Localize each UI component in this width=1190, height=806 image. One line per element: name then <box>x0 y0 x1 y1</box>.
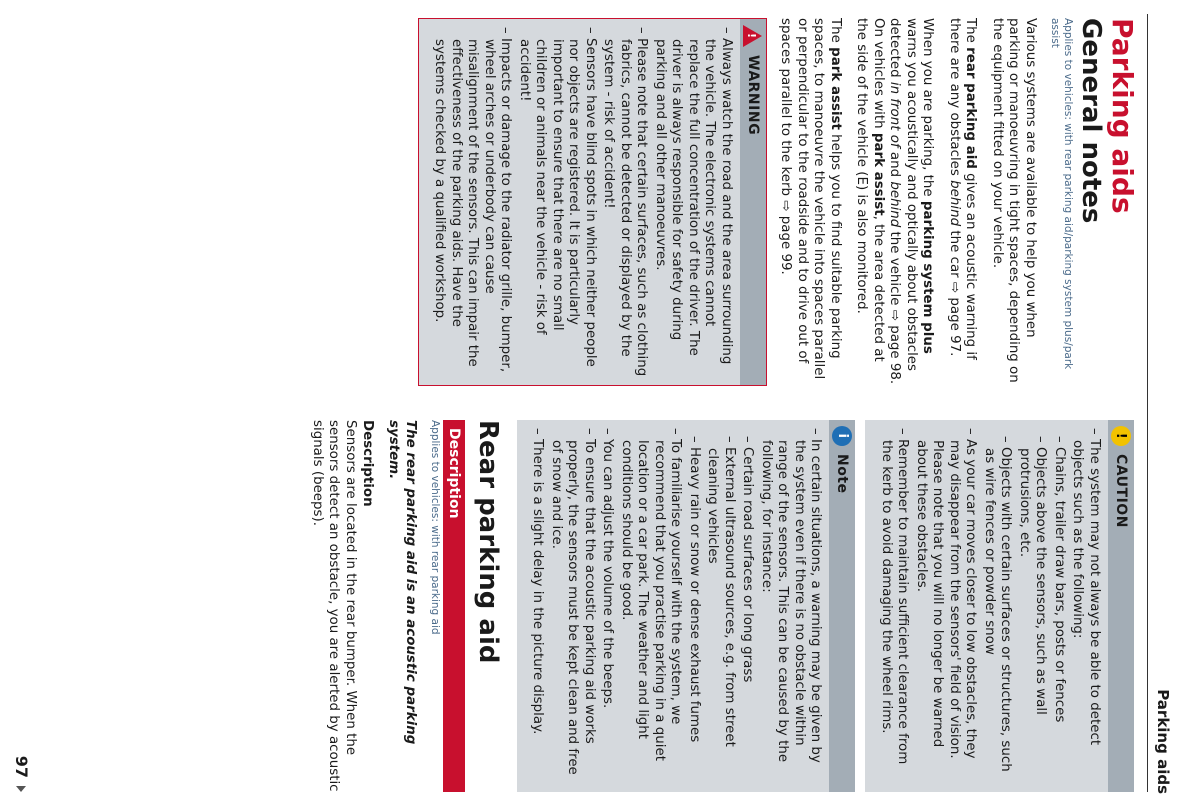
header-rule <box>1147 14 1148 792</box>
caution-subitem: – Objects above the sensors, such as wall protrusions, etc. <box>1016 428 1049 784</box>
caution-item: – Remember to maintain sufficient clearance from the kerb to avoid damaging the wheel rims. <box>878 428 911 784</box>
rear-aid-paragraph: The rear parking aid gives an acoustic warning if there are any obstacles behind the car ⇨ page 97. <box>947 18 979 360</box>
caution-label: CAUTION <box>1113 454 1129 528</box>
caution-subitem: – Objects with certain surfaces or structures, such as wire fences or powder snow <box>981 428 1014 784</box>
section-title: Parking aids <box>1106 18 1139 214</box>
note-item: – To ensure that the acoustic parking aid works properly, the sensors must be kept clean and free of snow and ice. <box>548 428 598 784</box>
applies-to-rear: Applies to vehicles: with rear parking aid <box>429 420 441 635</box>
warning-item: – Impacts or damage to the radiator grille, bumper, wheel arches or underbody can cause misalignment of the sensors. This can impair the effectiveness of the parking aids. Have the systems checked by a qualified workshop. <box>431 27 514 377</box>
park-assist-paragraph: The park assist helps you to find suitable parking spaces, to manoeuvre the vehicle into spaces parallel or perpendicular to the roadside and to drive out of spaces parallel to the kerb ⇨ page 99. <box>778 18 843 380</box>
caution-icon: ! <box>1111 426 1131 446</box>
note-subitem: – Certain road surfaces or long grass <box>739 428 756 784</box>
note-item: – You can adjust the volume of the beeps. <box>599 428 616 784</box>
description-heading: Description <box>360 420 375 507</box>
note-item: – To familiarise yourself with the system, we recommend that you practise parking in a quiet location or a car park. The weather and light conditions should be good. <box>618 428 684 784</box>
left-column <box>418 18 1138 386</box>
rear-parking-aid-title: Rear parking aid <box>473 420 503 664</box>
description-text: Sensors are located in the rear bumper. When the sensors detect an obstacle, you are alerted by acoustic signals (beeps). <box>310 420 358 792</box>
applies-to: Applies to vehicles: with rear parking aid/parking system plus/park assist <box>1049 18 1074 370</box>
note-box <box>517 420 856 792</box>
system-plus-paragraph: When you are parking, the parking system plus warns you acoustically and optically about obstacles detected in front of and behind the vehicle ⇨ page 98. On vehicles with park assist, the area detected at the side of the vehicle (E) is also monitored. <box>854 18 936 385</box>
warning-item: – Sensors have blind spots in which neither people nor objects are registered. It is particularly important to ensure that there are no small children or animals near the vehicle - risk of accident! <box>516 27 599 377</box>
description-bar: Description <box>443 420 465 792</box>
warning-item: – Please note that certain surfaces, such as clothing fabrics, cannot be detected or displayed by the system - risk of accident! <box>600 27 650 377</box>
lead-text: The rear parking aid is an acoustic parking system. <box>386 420 418 745</box>
caution-item: – As your car moves closer to low obstacles, they may disappear from the sensors' field of vision. Please note that you will no longer be warned about these obstacles. <box>913 428 979 784</box>
caution-header <box>1108 420 1134 792</box>
running-header: Parking aids <box>1154 689 1172 794</box>
info-icon: i <box>833 426 853 446</box>
warning-header <box>740 19 766 385</box>
note-subitem: – External ultrasound sources, e.g. from street cleaning vehicles <box>704 428 737 784</box>
note-label: Note <box>834 454 851 494</box>
note-header <box>830 420 856 792</box>
subsection-title: General notes <box>1076 18 1106 224</box>
warning-triangle-icon: ! <box>744 25 763 47</box>
intro-paragraph: Various systems are available to help you when parking or manoeuvring in tight spaces, depending on the equipment fitted on your vehicle. <box>990 18 1038 383</box>
note-item: – In certain situations, a warning may be given by the system even if there is no obstacle within range of the sensors. This can be caused by the following, for instance: <box>758 428 824 784</box>
page-number: 97 <box>12 755 31 778</box>
note-item: – There is a slight delay in the picture display. <box>529 428 546 784</box>
warning-box <box>418 18 767 386</box>
warning-label: WARNING <box>745 55 761 136</box>
note-subitem: – Heavy rain or snow or dense exhaust fumes <box>686 428 703 784</box>
caution-item: – The system may not always be able to detect objects such as the following: <box>1069 428 1102 784</box>
right-column <box>299 420 1139 792</box>
caution-subitem: – Chains, trailer draw bars, posts or fences <box>1051 428 1068 784</box>
caution-box <box>866 420 1135 792</box>
continue-arrow-icon <box>16 786 26 792</box>
warning-item: – Always watch the road and the area surrounding the vehicle. The electronic systems cannot replace the full concentration of the driver. The driver is always responsible for safety during parking and all other manoeuvres. <box>652 27 735 377</box>
